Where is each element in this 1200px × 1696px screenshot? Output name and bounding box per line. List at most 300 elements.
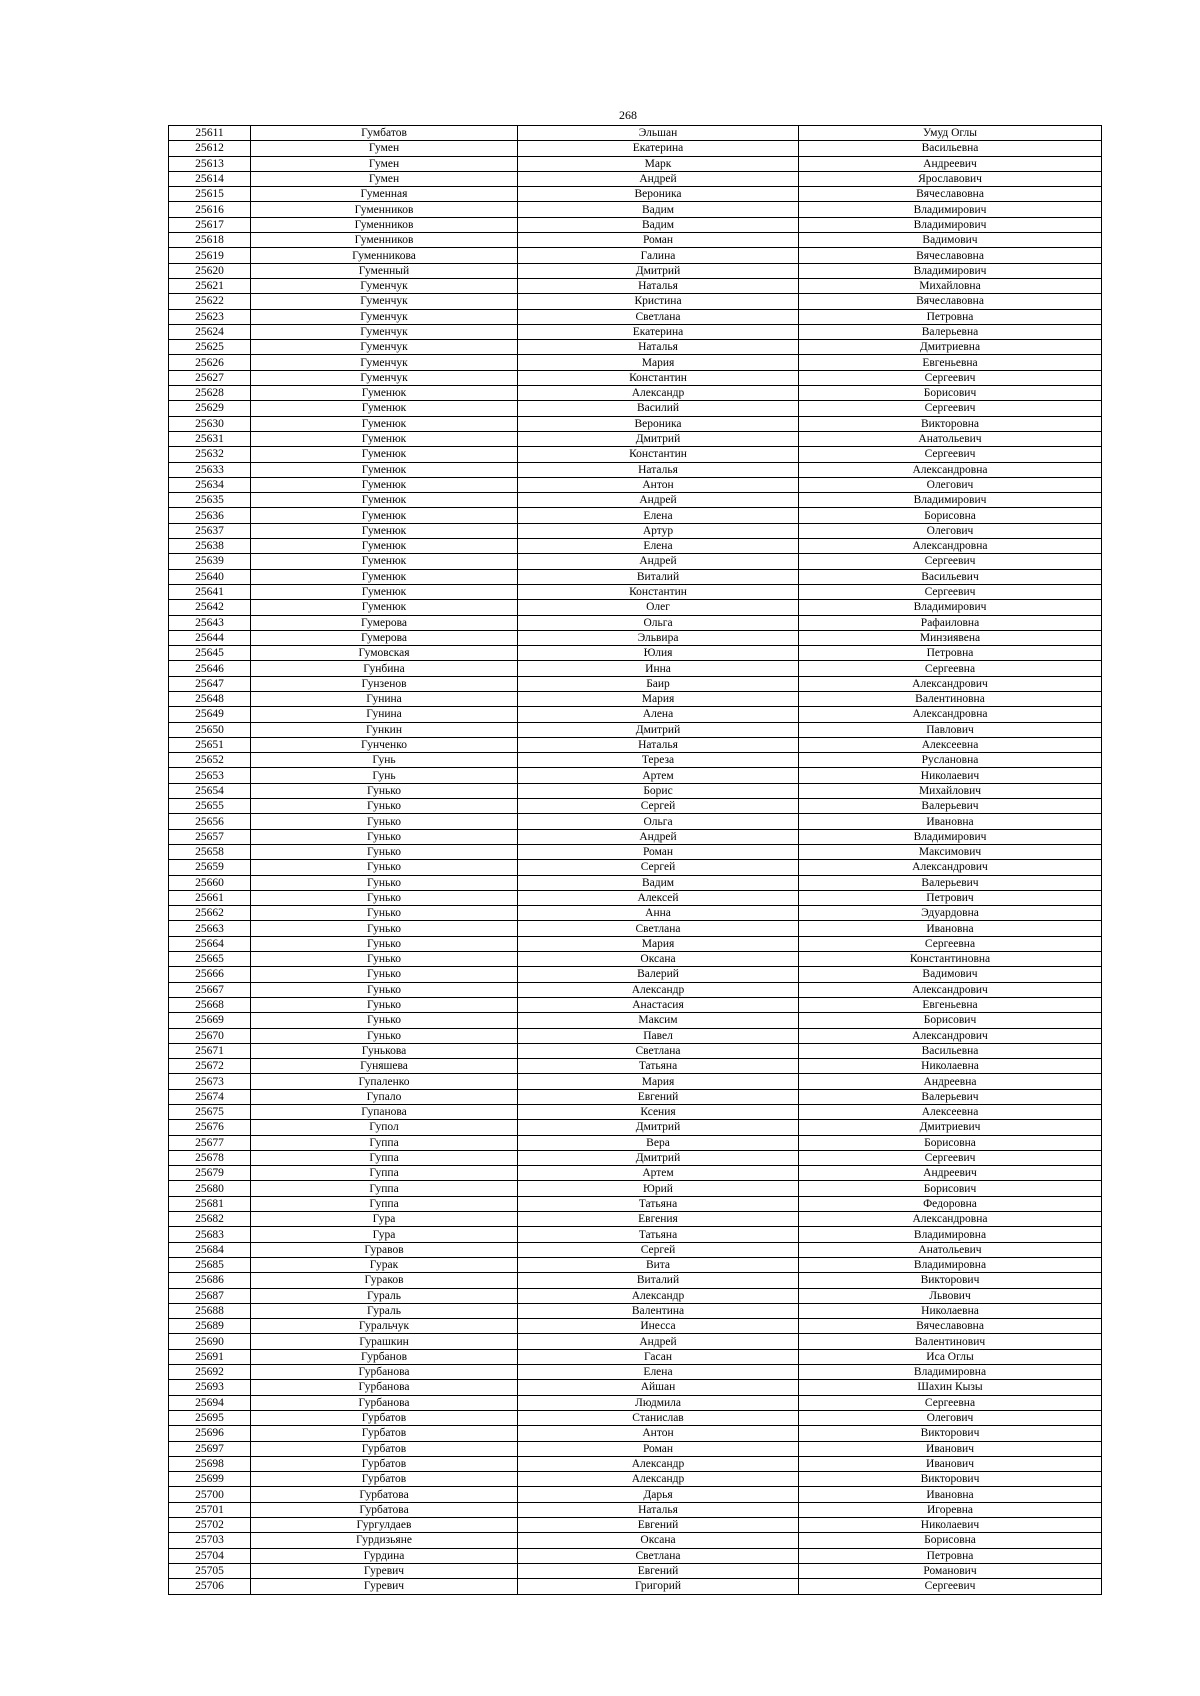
patronymic-cell: Владимирович <box>799 829 1102 844</box>
record-number-cell: 25669 <box>169 1013 251 1028</box>
first-name-cell: Антон <box>518 1426 799 1441</box>
record-number-cell: 25703 <box>169 1533 251 1548</box>
first-name-cell: Елена <box>518 539 799 554</box>
last-name-cell: Гурдина <box>251 1548 518 1563</box>
first-name-cell: Наталья <box>518 462 799 477</box>
first-name-cell: Людмила <box>518 1395 799 1410</box>
last-name-cell: Гуменюк <box>251 508 518 523</box>
table-row <box>169 1135 1102 1150</box>
record-number-cell: 25685 <box>169 1257 251 1272</box>
table-row <box>169 401 1102 416</box>
first-name-cell: Константин <box>518 584 799 599</box>
table-row <box>169 1518 1102 1533</box>
first-name-cell: Светлана <box>518 921 799 936</box>
first-name-cell: Анна <box>518 906 799 921</box>
table-row <box>169 707 1102 722</box>
last-name-cell: Гумен <box>251 141 518 156</box>
first-name-cell: Антон <box>518 477 799 492</box>
last-name-cell: Гуменникова <box>251 248 518 263</box>
patronymic-cell: Васильевна <box>799 141 1102 156</box>
first-name-cell: Наталья <box>518 1502 799 1517</box>
last-name-cell: Гунзенов <box>251 676 518 691</box>
patronymic-cell: Романович <box>799 1563 1102 1578</box>
first-name-cell: Дарья <box>518 1487 799 1502</box>
table-row <box>169 263 1102 278</box>
last-name-cell: Гуревич <box>251 1563 518 1578</box>
last-name-cell: Гураков <box>251 1273 518 1288</box>
patronymic-cell: Валерьевич <box>799 1089 1102 1104</box>
first-name-cell: Ольга <box>518 814 799 829</box>
record-number-cell: 25672 <box>169 1059 251 1074</box>
table-row <box>169 600 1102 615</box>
record-number-cell: 25673 <box>169 1074 251 1089</box>
patronymic-cell: Петровна <box>799 309 1102 324</box>
table-row <box>169 156 1102 171</box>
first-name-cell: Валентина <box>518 1303 799 1318</box>
table-row <box>169 814 1102 829</box>
patronymic-cell: Борисовна <box>799 508 1102 523</box>
last-name-cell: Гурбанова <box>251 1395 518 1410</box>
record-number-cell: 25677 <box>169 1135 251 1150</box>
first-name-cell: Сергей <box>518 1242 799 1257</box>
patronymic-cell: Николаевич <box>799 1518 1102 1533</box>
first-name-cell: Дмитрий <box>518 1150 799 1165</box>
table-row <box>169 309 1102 324</box>
record-number-cell: 25617 <box>169 217 251 232</box>
last-name-cell: Гурбатова <box>251 1487 518 1502</box>
record-number-cell: 25642 <box>169 600 251 615</box>
last-name-cell: Гургулдаев <box>251 1518 518 1533</box>
first-name-cell: Баир <box>518 676 799 691</box>
patronymic-cell: Анатольевич <box>799 1242 1102 1257</box>
table-row <box>169 1257 1102 1272</box>
table-row <box>169 676 1102 691</box>
record-number-cell: 25651 <box>169 737 251 752</box>
last-name-cell: Гуменников <box>251 217 518 232</box>
patronymic-cell: Владимировна <box>799 1365 1102 1380</box>
record-number-cell: 25682 <box>169 1212 251 1227</box>
last-name-cell: Гуменюк <box>251 431 518 446</box>
record-number-cell: 25697 <box>169 1441 251 1456</box>
last-name-cell: Гурдизьяне <box>251 1533 518 1548</box>
table-row <box>169 768 1102 783</box>
patronymic-cell: Александровна <box>799 462 1102 477</box>
first-name-cell: Мария <box>518 355 799 370</box>
patronymic-cell: Сергеевич <box>799 584 1102 599</box>
record-number-cell: 25627 <box>169 370 251 385</box>
last-name-cell: Гунько <box>251 982 518 997</box>
record-number-cell: 25612 <box>169 141 251 156</box>
first-name-cell: Ксения <box>518 1105 799 1120</box>
table-row <box>169 370 1102 385</box>
record-number-cell: 25681 <box>169 1196 251 1211</box>
record-number-cell: 25635 <box>169 493 251 508</box>
patronymic-cell: Ярославович <box>799 171 1102 186</box>
last-name-cell: Гуппа <box>251 1150 518 1165</box>
patronymic-cell: Минзиявена <box>799 630 1102 645</box>
record-number-cell: 25705 <box>169 1563 251 1578</box>
patronymic-cell: Валерьевна <box>799 324 1102 339</box>
table-row <box>169 126 1102 141</box>
first-name-cell: Григорий <box>518 1579 799 1594</box>
patronymic-cell: Руслановна <box>799 753 1102 768</box>
table-row <box>169 1089 1102 1104</box>
first-name-cell: Сергей <box>518 860 799 875</box>
last-name-cell: Гунько <box>251 844 518 859</box>
last-name-cell: Гуменюк <box>251 386 518 401</box>
patronymic-cell: Николаевна <box>799 1059 1102 1074</box>
record-number-cell: 25684 <box>169 1242 251 1257</box>
first-name-cell: Дмитрий <box>518 263 799 278</box>
last-name-cell: Гумерова <box>251 630 518 645</box>
table-row <box>169 1120 1102 1135</box>
first-name-cell: Андрей <box>518 1334 799 1349</box>
last-name-cell: Гуревич <box>251 1579 518 1594</box>
table-row <box>169 906 1102 921</box>
table-row <box>169 722 1102 737</box>
first-name-cell: Евгения <box>518 1212 799 1227</box>
first-name-cell: Эльшан <box>518 126 799 141</box>
first-name-cell: Мария <box>518 936 799 951</box>
table-row <box>169 171 1102 186</box>
first-name-cell: Александр <box>518 386 799 401</box>
patronymic-cell: Петровна <box>799 1548 1102 1563</box>
first-name-cell: Гасан <box>518 1349 799 1364</box>
patronymic-cell: Сергеевна <box>799 936 1102 951</box>
table-row <box>169 967 1102 982</box>
last-name-cell: Гупало <box>251 1089 518 1104</box>
last-name-cell: Гуппа <box>251 1196 518 1211</box>
patronymic-cell: Олегович <box>799 523 1102 538</box>
patronymic-cell: Андреевна <box>799 1074 1102 1089</box>
last-name-cell: Гуняшева <box>251 1059 518 1074</box>
first-name-cell: Александр <box>518 1472 799 1487</box>
table-row <box>169 1150 1102 1165</box>
patronymic-cell: Викторович <box>799 1426 1102 1441</box>
first-name-cell: Вероника <box>518 416 799 431</box>
record-number-cell: 25668 <box>169 997 251 1012</box>
first-name-cell: Роман <box>518 844 799 859</box>
table-row <box>169 1028 1102 1043</box>
record-number-cell: 25629 <box>169 401 251 416</box>
table-row <box>169 1227 1102 1242</box>
last-name-cell: Гура <box>251 1227 518 1242</box>
patronymic-cell: Алексеевна <box>799 737 1102 752</box>
last-name-cell: Гумерова <box>251 615 518 630</box>
table-row <box>169 1533 1102 1548</box>
patronymic-cell: Сергеевна <box>799 1395 1102 1410</box>
record-number-cell: 25640 <box>169 569 251 584</box>
first-name-cell: Евгений <box>518 1089 799 1104</box>
first-name-cell: Галина <box>518 248 799 263</box>
table-row <box>169 997 1102 1012</box>
first-name-cell: Евгений <box>518 1518 799 1533</box>
patronymic-cell: Евгеньевна <box>799 355 1102 370</box>
table-row <box>169 493 1102 508</box>
patronymic-cell: Борисович <box>799 1013 1102 1028</box>
first-name-cell: Кристина <box>518 294 799 309</box>
first-name-cell: Андрей <box>518 171 799 186</box>
last-name-cell: Гунина <box>251 691 518 706</box>
table-row <box>169 340 1102 355</box>
record-number-cell: 25676 <box>169 1120 251 1135</box>
last-name-cell: Гуменчук <box>251 294 518 309</box>
first-name-cell: Тереза <box>518 753 799 768</box>
patronymic-cell: Петровна <box>799 646 1102 661</box>
record-number-cell: 25631 <box>169 431 251 446</box>
last-name-cell: Гупол <box>251 1120 518 1135</box>
table-row <box>169 1563 1102 1578</box>
patronymic-cell: Владимирович <box>799 263 1102 278</box>
record-number-cell: 25660 <box>169 875 251 890</box>
last-name-cell: Гунько <box>251 921 518 936</box>
record-number-cell: 25636 <box>169 508 251 523</box>
first-name-cell: Евгений <box>518 1563 799 1578</box>
last-name-cell: Гунченко <box>251 737 518 752</box>
patronymic-cell: Вадимович <box>799 233 1102 248</box>
patronymic-cell: Вячеславовна <box>799 248 1102 263</box>
record-number-cell: 25661 <box>169 890 251 905</box>
table-row <box>169 1013 1102 1028</box>
table-row <box>169 1196 1102 1211</box>
last-name-cell: Гуравов <box>251 1242 518 1257</box>
last-name-cell: Гунько <box>251 936 518 951</box>
first-name-cell: Светлана <box>518 1548 799 1563</box>
record-number-cell: 25620 <box>169 263 251 278</box>
patronymic-cell: Вадимович <box>799 967 1102 982</box>
last-name-cell: Гуменюк <box>251 447 518 462</box>
table-row <box>169 1043 1102 1058</box>
table-row <box>169 1472 1102 1487</box>
record-number-cell: 25670 <box>169 1028 251 1043</box>
table-row <box>169 1410 1102 1425</box>
first-name-cell: Василий <box>518 401 799 416</box>
table-row <box>169 615 1102 630</box>
record-number-cell: 25654 <box>169 783 251 798</box>
patronymic-cell: Вячеславовна <box>799 294 1102 309</box>
patronymic-cell: Федоровна <box>799 1196 1102 1211</box>
table-row <box>169 799 1102 814</box>
table-row <box>169 462 1102 477</box>
patronymic-cell: Александровна <box>799 707 1102 722</box>
first-name-cell: Светлана <box>518 309 799 324</box>
patronymic-cell: Васильевич <box>799 569 1102 584</box>
patronymic-cell: Павлович <box>799 722 1102 737</box>
first-name-cell: Андрей <box>518 554 799 569</box>
last-name-cell: Гуменюк <box>251 401 518 416</box>
record-number-cell: 25675 <box>169 1105 251 1120</box>
patronymic-cell: Шахин Кызы <box>799 1380 1102 1395</box>
first-name-cell: Инна <box>518 661 799 676</box>
patronymic-cell: Владимирович <box>799 493 1102 508</box>
record-number-cell: 25615 <box>169 187 251 202</box>
first-name-cell: Сергей <box>518 799 799 814</box>
first-name-cell: Артем <box>518 768 799 783</box>
last-name-cell: Гуппа <box>251 1166 518 1181</box>
last-name-cell: Гурбатова <box>251 1502 518 1517</box>
table-row <box>169 1456 1102 1471</box>
patronymic-cell: Валентиновна <box>799 691 1102 706</box>
table-row <box>169 523 1102 538</box>
patronymic-cell: Львович <box>799 1288 1102 1303</box>
record-number-cell: 25638 <box>169 539 251 554</box>
patronymic-cell: Михайловна <box>799 278 1102 293</box>
last-name-cell: Гуменюк <box>251 539 518 554</box>
patronymic-cell: Николаевна <box>799 1303 1102 1318</box>
patronymic-cell: Эдуардовна <box>799 906 1102 921</box>
record-number-cell: 25639 <box>169 554 251 569</box>
last-name-cell: Гуменчук <box>251 278 518 293</box>
record-number-cell: 25624 <box>169 324 251 339</box>
last-name-cell: Гурак <box>251 1257 518 1272</box>
table-row <box>169 1380 1102 1395</box>
record-number-cell: 25706 <box>169 1579 251 1594</box>
record-number-cell: 25622 <box>169 294 251 309</box>
table-row <box>169 278 1102 293</box>
patronymic-cell: Максимович <box>799 844 1102 859</box>
record-number-cell: 25618 <box>169 233 251 248</box>
last-name-cell: Гурбанов <box>251 1349 518 1364</box>
patronymic-cell: Викторович <box>799 1273 1102 1288</box>
last-name-cell: Гуменчук <box>251 370 518 385</box>
first-name-cell: Екатерина <box>518 324 799 339</box>
patronymic-cell: Александрович <box>799 860 1102 875</box>
last-name-cell: Гуменюк <box>251 477 518 492</box>
first-name-cell: Мария <box>518 691 799 706</box>
patronymic-cell: Ивановна <box>799 921 1102 936</box>
patronymic-cell: Васильевна <box>799 1043 1102 1058</box>
last-name-cell: Гунь <box>251 753 518 768</box>
last-name-cell: Гункин <box>251 722 518 737</box>
record-number-cell: 25621 <box>169 278 251 293</box>
last-name-cell: Гуменюк <box>251 569 518 584</box>
last-name-cell: Гумен <box>251 156 518 171</box>
last-name-cell: Гунько <box>251 997 518 1012</box>
patronymic-cell: Иванович <box>799 1441 1102 1456</box>
table-row <box>169 753 1102 768</box>
first-name-cell: Оксана <box>518 952 799 967</box>
table-row <box>169 554 1102 569</box>
first-name-cell: Юлия <box>518 646 799 661</box>
record-number-cell: 25692 <box>169 1365 251 1380</box>
record-number-cell: 25695 <box>169 1410 251 1425</box>
record-number-cell: 25680 <box>169 1181 251 1196</box>
record-number-cell: 25688 <box>169 1303 251 1318</box>
table-row <box>169 982 1102 997</box>
patronymic-cell: Валентинович <box>799 1334 1102 1349</box>
last-name-cell: Гунько <box>251 875 518 890</box>
first-name-cell: Вита <box>518 1257 799 1272</box>
first-name-cell: Виталий <box>518 569 799 584</box>
patronymic-cell: Сергеевич <box>799 401 1102 416</box>
table-row <box>169 936 1102 951</box>
record-number-cell: 25625 <box>169 340 251 355</box>
record-number-cell: 25704 <box>169 1548 251 1563</box>
record-number-cell: 25671 <box>169 1043 251 1058</box>
patronymic-cell: Олегович <box>799 477 1102 492</box>
table-row <box>169 584 1102 599</box>
record-number-cell: 25683 <box>169 1227 251 1242</box>
page-number: 268 <box>619 108 637 122</box>
record-number-cell: 25679 <box>169 1166 251 1181</box>
table-row <box>169 202 1102 217</box>
table-row <box>169 386 1102 401</box>
patronymic-cell: Валерьевич <box>799 875 1102 890</box>
record-number-cell: 25662 <box>169 906 251 921</box>
table-row <box>169 1074 1102 1089</box>
record-number-cell: 25702 <box>169 1518 251 1533</box>
record-number-cell: 25657 <box>169 829 251 844</box>
patronymic-cell: Михайлович <box>799 783 1102 798</box>
last-name-cell: Гуппа <box>251 1135 518 1150</box>
table-row <box>169 1579 1102 1594</box>
last-name-cell: Гурбатов <box>251 1410 518 1425</box>
patronymic-cell: Викторович <box>799 1472 1102 1487</box>
table-row <box>169 355 1102 370</box>
record-number-cell: 25646 <box>169 661 251 676</box>
record-number-cell: 25678 <box>169 1150 251 1165</box>
table-row <box>169 890 1102 905</box>
patronymic-cell: Евгеньевна <box>799 997 1102 1012</box>
last-name-cell: Гуменюк <box>251 600 518 615</box>
record-number-cell: 25648 <box>169 691 251 706</box>
last-name-cell: Гуменчук <box>251 324 518 339</box>
first-name-cell: Александр <box>518 982 799 997</box>
last-name-cell: Гуменюк <box>251 462 518 477</box>
patronymic-cell: Вячеславовна <box>799 1319 1102 1334</box>
first-name-cell: Борис <box>518 783 799 798</box>
table-row <box>169 324 1102 339</box>
last-name-cell: Гурбатов <box>251 1456 518 1471</box>
record-number-cell: 25694 <box>169 1395 251 1410</box>
record-number-cell: 25659 <box>169 860 251 875</box>
first-name-cell: Юрий <box>518 1181 799 1196</box>
patronymic-cell: Игоревна <box>799 1502 1102 1517</box>
patronymic-cell: Андреевич <box>799 1166 1102 1181</box>
record-number-cell: 25658 <box>169 844 251 859</box>
patronymic-cell: Александровна <box>799 1212 1102 1227</box>
patronymic-cell: Владимирович <box>799 217 1102 232</box>
last-name-cell: Гураль <box>251 1303 518 1318</box>
record-number-cell: 25632 <box>169 447 251 462</box>
last-name-cell: Гуменная <box>251 187 518 202</box>
last-name-cell: Гуменников <box>251 233 518 248</box>
record-number-cell: 25644 <box>169 630 251 645</box>
first-name-cell: Максим <box>518 1013 799 1028</box>
patronymic-cell: Владимировна <box>799 1227 1102 1242</box>
record-number-cell: 25626 <box>169 355 251 370</box>
record-number-cell: 25664 <box>169 936 251 951</box>
table-row <box>169 646 1102 661</box>
first-name-cell: Андрей <box>518 493 799 508</box>
table-row <box>169 661 1102 676</box>
record-number-cell: 25691 <box>169 1349 251 1364</box>
first-name-cell: Артем <box>518 1166 799 1181</box>
patronymic-cell: Дмитриевич <box>799 1120 1102 1135</box>
table-row <box>169 1181 1102 1196</box>
record-number-cell: 25643 <box>169 615 251 630</box>
first-name-cell: Анастасия <box>518 997 799 1012</box>
record-number-cell: 25689 <box>169 1319 251 1334</box>
first-name-cell: Алена <box>518 707 799 722</box>
first-name-cell: Дмитрий <box>518 722 799 737</box>
last-name-cell: Гуменный <box>251 263 518 278</box>
record-number-cell: 25667 <box>169 982 251 997</box>
last-name-cell: Гунько <box>251 799 518 814</box>
first-name-cell: Алексей <box>518 890 799 905</box>
first-name-cell: Елена <box>518 1365 799 1380</box>
last-name-cell: Гумовская <box>251 646 518 661</box>
